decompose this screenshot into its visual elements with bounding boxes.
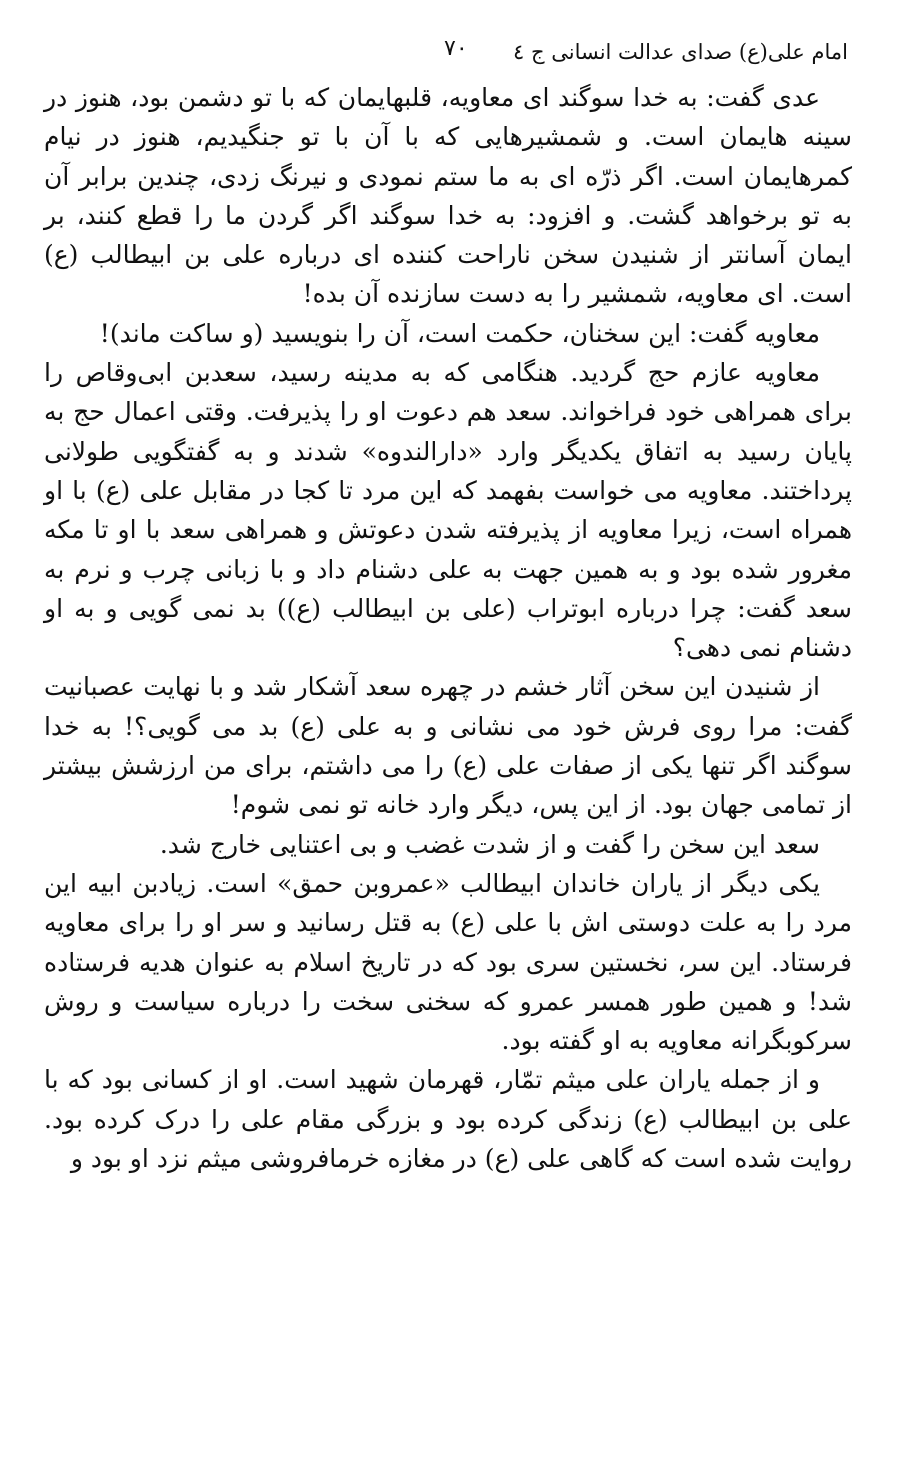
paragraph: از شنیدن این سخن آثار خشم در چهره سعد آشکار شد و با نهایت عصبانیت گفت: مرا روی فرش خود می نشانی و به علی (ع) بد می گویی؟! به خدا سوگند اگر تنها یکی از صفات علی (ع) را می داشتم، برای من ارزشش بیشتر از تمامی جهان بود. از این پس، دیگر وارد خانه تو نمی شوم! [44,672,852,820]
paragraph: عدی گفت: به خدا سوگند ای معاویه، قلبهایمان که با تو دشمن بود، هنوز در سینه هایمان است. و شمشیرهایی که با آن با تو جنگیدیم، هنوز در نیام کمرهایمان است. اگر ذرّه ای به ما ستم نمودی و نیرنگ زدی، چندین برابر آن به تو برخواهد گشت. و افزود: به خدا سوگند اگر گردن ما را قطع کنند، بر ایمان آسانتر از شنیدن سخن ناراحت کننده ای درباره علی بن ابیطالب (ع) است. ای معاویه، شمشیر را به دست سازنده آن بده! [44,83,852,309]
paragraph: معاویه گفت: این سخنان، حکمت است، آن را بنویسید (و ساکت ماند)! [99,318,820,348]
book-title: امام علی(ع) صدای عدالت انسانی ج ٤ [513,40,848,64]
page-number: ٧٠ [444,36,468,61]
page-header [44,34,852,78]
paragraph: و از جمله یاران علی میثم تمّار، قهرمان شهید است. او از کسانی بود که با علی بن ابیطالب (ع) زندگی کرده بود و بزرگی مقام علی را درک کرده بود. روایت شده است که گاهی علی (ع) در مغازه خرمافروشی میثم نزد او بود و [44,1065,852,1174]
paragraph: معاویه عازم حج گردید. هنگامی که به مدینه رسید، سعدبن ابی‌وقاص را برای همراهی خود فراخواند. سعد هم دعوت او را پذیرفت. وقتی اعمال حج به پایان رسید به اتفاق یکدیگر وارد «دارالندوه» شدند و به گفتگویی طولانی پرداختند. معاویه می خواست بفهمد که این مرد تا کجا در مقابل علی (ع) با او همراه است، زیرا معاویه از پذیرفته شدن دعوتش و همراهی سعد با او تا مکه مغرور شده بود و به همین جهت به علی دشنام داد و با زبانی چرب و نرم به سعد گفت: چرا درباره ابوتراب (علی بن ابیطالب (ع)) بد نمی گویی و به او دشنام نمی دهی؟ [44,358,852,663]
paragraph: یکی دیگر از یاران خاندان ابیطالب «عمروبن حمق» است. زیادبن ابیه این مرد را به علت دوستی اش با علی (ع) به قتل رسانید و سر او را برای معاویه فرستاد. این سر، نخستین سری بود که در تاریخ اسلام به عنوان هدیه فرستاده شد! و همین طور همسر عمرو که سخنی سخت را درباره سیاست و روش سرکوبگرانه معاویه به او گفته بود. [44,868,852,1056]
paragraph: سعد این سخن را گفت و از شدت غضب و بی اعتنایی خارج شد. [159,829,820,859]
body-text [44,78,852,1178]
